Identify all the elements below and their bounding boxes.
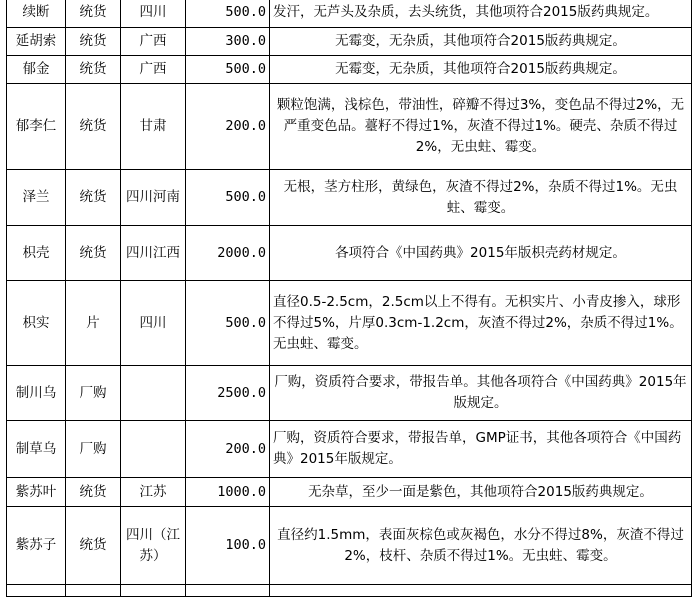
quantity-cell: 500.0 — [186, 281, 270, 366]
table-row — [7, 507, 692, 585]
quantity-cell: 500.0 — [186, 170, 270, 226]
spec-cell: 统货 — [66, 0, 121, 28]
table-row — [7, 226, 692, 281]
table-row — [7, 421, 692, 478]
table-row — [7, 478, 692, 507]
origin-cell: 四川 — [121, 281, 186, 366]
spec-cell: 统货 — [66, 170, 121, 226]
requirement-cell: 厂购，资质符合要求，带报告单，GMP证书，其他各项符合《中国药典》2015年版规定。 — [270, 421, 692, 478]
herb-name-cell: 郁李仁 — [7, 84, 66, 170]
requirement-cell: 厂购，资质符合要求，带报告单。其他各项符合《中国药典》2015年版规定。 — [270, 366, 692, 421]
spec-cell: 统货 — [66, 507, 121, 585]
quantity-cell: 100.0 — [186, 507, 270, 585]
requirement-cell: 颗粒饱满，浅棕色，带油性，碎瓣不得过3%，变色品不得过2%，无严重变色品。薹籽不得过1%，灰渣不得过1%。硬壳、杂质不得过2%，无虫蛀、霉变。 — [270, 84, 692, 170]
origin-cell — [121, 421, 186, 478]
spec-cell: 统货 — [66, 28, 121, 56]
origin-cell: 四川河南 — [121, 170, 186, 226]
spec-cell: 厂购 — [66, 366, 121, 421]
requirement-cell — [270, 585, 692, 597]
table-row — [7, 281, 692, 366]
quantity-cell: 2000.0 — [186, 226, 270, 281]
origin-cell: 广西 — [121, 56, 186, 84]
origin-cell: 江苏 — [121, 478, 186, 507]
table-row — [7, 56, 692, 84]
quantity-cell: 200.0 — [186, 84, 270, 170]
requirement-cell: 各项符合《中国药典》2015年版枳壳药材规定。 — [270, 226, 692, 281]
herb-name-cell: 紫苏子 — [7, 507, 66, 585]
requirement-cell: 直径0.5-2.5cm，2.5cm以上不得有。无枳实片、小青皮掺入，球形不得过5%，片厚0.3cm-1.2cm，灰渣不得过2%，杂质不得过1%。无虫蛀、霉变。 — [270, 281, 692, 366]
spec-cell: 统货 — [66, 478, 121, 507]
origin-cell — [121, 366, 186, 421]
herb-name-cell: 延胡索 — [7, 28, 66, 56]
herb-name-cell: 泽兰 — [7, 170, 66, 226]
quantity-cell: 500.0 — [186, 56, 270, 84]
spec-cell — [66, 585, 121, 597]
requirement-cell: 无霉变，无杂质，其他项符合2015版药典规定。 — [270, 56, 692, 84]
requirement-cell: 直径约1.5mm，表面灰棕色或灰褐色，水分不得过8%，灰渣不得过2%，枝杆、杂质不得过1%。无虫蛀、霉变。 — [270, 507, 692, 585]
spec-cell: 统货 — [66, 84, 121, 170]
table-body — [7, 0, 692, 597]
origin-cell: 四川 — [121, 0, 186, 28]
origin-cell: 甘肃 — [121, 84, 186, 170]
quantity-cell — [186, 585, 270, 597]
quantity-cell: 2500.0 — [186, 366, 270, 421]
requirement-cell: 无根，茎方柱形，黄绿色，灰渣不得过2%，杂质不得过1%。无虫蛀、霉变。 — [270, 170, 692, 226]
herb-name-cell: 郁金 — [7, 56, 66, 84]
herb-name-cell: 枳实 — [7, 281, 66, 366]
table-row — [7, 170, 692, 226]
origin-cell — [121, 585, 186, 597]
spec-cell: 厂购 — [66, 421, 121, 478]
quantity-cell: 200.0 — [186, 421, 270, 478]
herb-name-cell: 制草乌 — [7, 421, 66, 478]
spec-cell: 统货 — [66, 56, 121, 84]
specification-table — [6, 0, 692, 597]
herb-name-cell: 枳壳 — [7, 226, 66, 281]
herb-name-cell: 紫苏叶 — [7, 478, 66, 507]
quantity-cell: 300.0 — [186, 28, 270, 56]
herb-name-cell — [7, 585, 66, 597]
table-row — [7, 84, 692, 170]
herb-name-cell: 续断 — [7, 0, 66, 28]
origin-cell: 广西 — [121, 28, 186, 56]
quantity-cell: 1000.0 — [186, 478, 270, 507]
requirement-cell: 无霉变，无杂质，其他项符合2015版药典规定。 — [270, 28, 692, 56]
spec-cell: 统货 — [66, 226, 121, 281]
requirement-cell: 无杂草，至少一面是紫色，其他项符合2015版药典规定。 — [270, 478, 692, 507]
table-row — [7, 0, 692, 28]
quantity-cell: 500.0 — [186, 0, 270, 28]
origin-cell: 四川江西 — [121, 226, 186, 281]
requirement-cell: 发汗，无芦头及杂质，去头统货，其他项符合2015版药典规定。 — [270, 0, 692, 28]
spec-cell: 片 — [66, 281, 121, 366]
table-row — [7, 585, 692, 597]
origin-cell: 四川（江苏） — [121, 507, 186, 585]
table-row — [7, 28, 692, 56]
table-row — [7, 366, 692, 421]
herb-name-cell: 制川乌 — [7, 366, 66, 421]
